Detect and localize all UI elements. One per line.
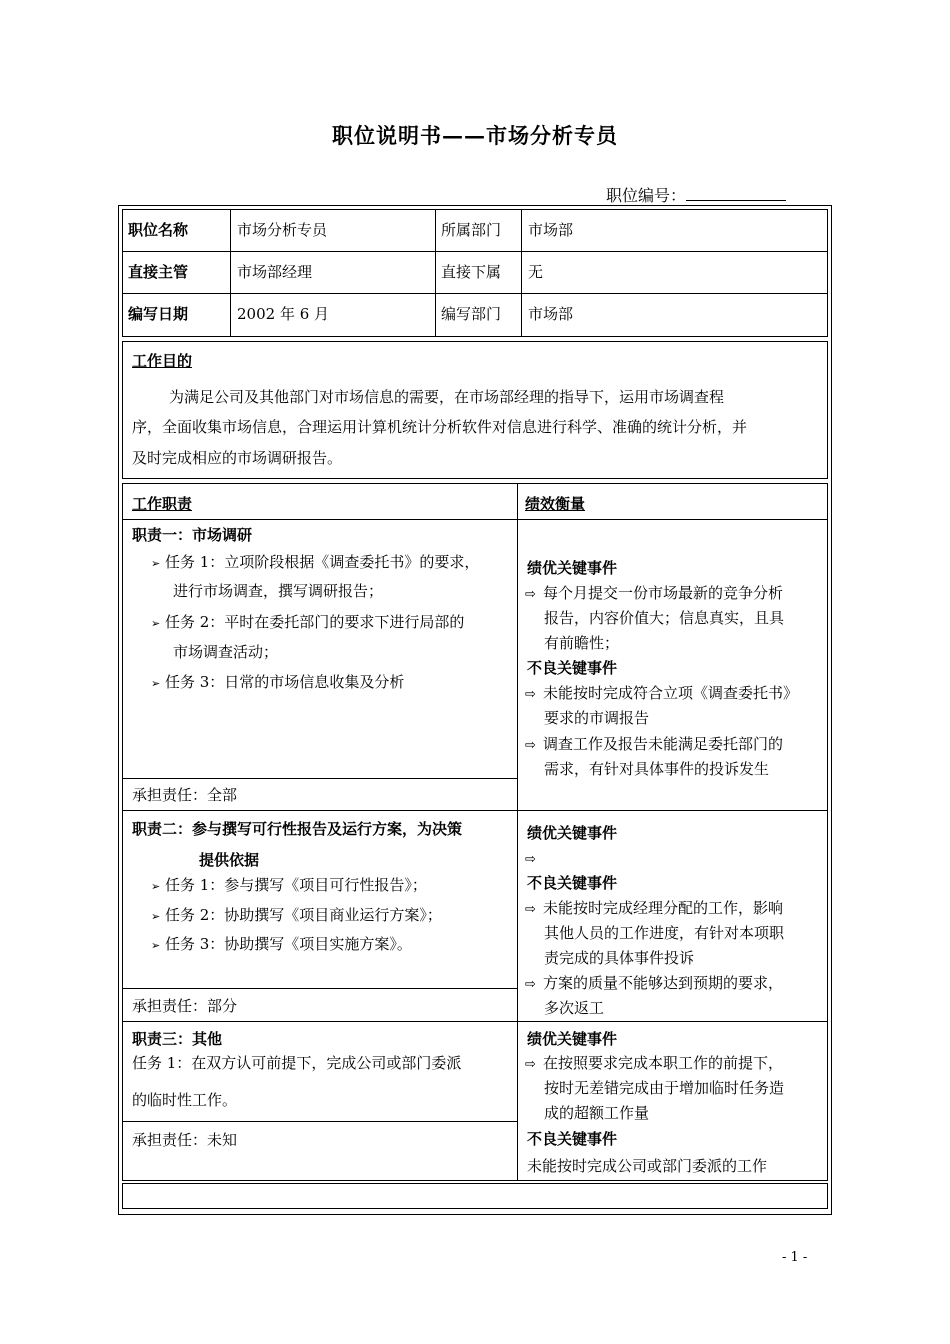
perf-2-bad-1-cont-a: 其他人员的工作进度，有针对本项职 — [544, 924, 785, 942]
purpose-line-3: 及时完成相应的市场调研报告。 — [132, 449, 343, 467]
purpose-line-1: 为满足公司及其他部门对市场信息的需要，在市场部经理的指导下，运用市场调查程 — [169, 388, 725, 406]
perf-1-good-1-cont-b: 有前瞻性； — [544, 634, 620, 652]
duty-2-title: 职责二：参与撰写可行性报告及运行方案，为决策 — [132, 820, 463, 838]
duty-1-task-2-text: 任务 2：平时在委托部门的要求下进行局部的 — [165, 613, 465, 631]
divider — [230, 210, 231, 336]
perf-2-bad-2 — [525, 973, 783, 995]
perf-1-bad-2-cont: 需求，有针对具体事件的投诉发生 — [544, 760, 770, 778]
column-divider — [517, 484, 518, 1180]
divider — [123, 251, 828, 252]
date-label: 编写日期 — [128, 305, 189, 323]
date-value: 2002 年 6 月 — [237, 305, 330, 323]
divider — [123, 810, 828, 811]
outline-right-arrow-icon: ⇨ — [525, 977, 536, 992]
perf-2-bad-1-cont-b: 责完成的具体事件投诉 — [544, 949, 695, 967]
perf-2-bad-2-text: 方案的质量不能够达到预期的要求， — [543, 974, 784, 992]
divider — [123, 293, 828, 294]
supervisor-value: 市场部经理 — [237, 263, 313, 281]
duty-2-task-3 — [151, 930, 412, 960]
duty-2-title-cont: 提供依据 — [199, 851, 260, 869]
triangle-bullet-icon: ➢ — [151, 677, 161, 690]
perf-3-bad-1: 未能按时完成公司或部门委派的工作 — [527, 1157, 768, 1175]
perf-1-bad-2 — [525, 734, 783, 756]
duty-1-task-2 — [151, 608, 464, 638]
perf-1-bad-heading: 不良关键事件 — [527, 659, 618, 677]
divider — [123, 1121, 517, 1122]
position-number-label: 职位编号： — [606, 186, 687, 205]
department-label: 所属部门 — [441, 221, 502, 239]
author-dept-label: 编写部门 — [441, 305, 502, 323]
perf-1-bad-2-text: 调查工作及报告未能满足委托部门的 — [543, 735, 784, 753]
subordinate-value: 无 — [528, 263, 544, 281]
document-frame — [118, 205, 832, 1215]
triangle-bullet-icon: ➢ — [151, 617, 161, 630]
author-dept-value: 市场部 — [528, 305, 574, 323]
divider — [123, 1021, 828, 1022]
page-number: - 1 - — [782, 1250, 808, 1265]
duty-1-task-3 — [151, 668, 404, 698]
divider — [123, 988, 517, 989]
supervisor-label: 直接主管 — [128, 263, 189, 281]
divider — [435, 210, 436, 336]
outline-right-arrow-icon: ⇨ — [525, 738, 536, 753]
duty-1-task-1-text: 任务 1：立项阶段根据《调查委托书》的要求， — [165, 553, 480, 571]
perf-3-good-1 — [525, 1053, 783, 1075]
duty-3-title: 职责三：其他 — [132, 1030, 223, 1048]
duty-2-task-1-text: 任务 1：参与撰写《项目可行性报告》； — [165, 876, 427, 894]
perf-3-good-1-cont-b: 成的超额工作量 — [544, 1104, 650, 1122]
perf-1-bad-1-cont: 要求的市调报告 — [544, 709, 650, 727]
divider — [521, 210, 522, 336]
duty-1-responsibility: 承担责任：全部 — [132, 786, 238, 804]
outline-right-arrow-icon: ⇨ — [525, 852, 536, 867]
performance-header: 绩效衡量 — [525, 495, 586, 513]
triangle-bullet-icon: ➢ — [151, 557, 161, 570]
perf-2-bad-heading: 不良关键事件 — [527, 874, 618, 892]
duty-1-task-2-cont: 市场调查活动； — [173, 643, 279, 661]
duty-1-task-3-text: 任务 3：日常的市场信息收集及分析 — [165, 673, 405, 691]
outline-right-arrow-icon: ⇨ — [525, 687, 536, 702]
perf-1-good-1 — [525, 583, 783, 605]
triangle-bullet-icon: ➢ — [151, 880, 161, 893]
perf-1-good-1-cont-a: 报告，内容价值大；信息真实，且具 — [544, 609, 785, 627]
duty-3-responsibility: 承担责任：未知 — [132, 1131, 238, 1149]
duty-1-task-1 — [151, 548, 479, 578]
info-table — [122, 209, 828, 337]
page-title: 职位说明书——市场分析专员 — [332, 123, 618, 148]
duty-1-title: 职责一：市场调研 — [132, 526, 253, 544]
perf-2-bad-1-text: 未能按时完成经理分配的工作，影响 — [543, 899, 784, 917]
triangle-bullet-icon: ➢ — [151, 939, 161, 952]
duty-2-task-2 — [151, 901, 442, 931]
duty-3-task-1-cont: 的临时性工作。 — [132, 1091, 238, 1109]
duty-3-task-1: 任务 1：在双方认可前提下，完成公司或部门委派 — [132, 1054, 462, 1072]
position-number-blank — [686, 187, 786, 201]
header-divider — [123, 519, 828, 520]
perf-2-good-heading: 绩优关键事件 — [527, 824, 618, 842]
perf-3-good-1-cont-a: 按时无差错完成由于增加临时任务造 — [544, 1079, 785, 1097]
purpose-section — [122, 341, 828, 479]
triangle-bullet-icon: ➢ — [151, 910, 161, 923]
empty-footer-box — [122, 1183, 828, 1209]
duty-2-task-3-text: 任务 3：协助撰写《项目实施方案》。 — [165, 935, 412, 953]
divider — [123, 778, 517, 779]
purpose-heading: 工作目的 — [132, 352, 193, 370]
outline-right-arrow-icon: ⇨ — [525, 587, 536, 602]
duty-2-responsibility: 承担责任：部分 — [132, 997, 238, 1015]
perf-1-bad-1 — [525, 683, 798, 705]
perf-1-good-1-text: 每个月提交一份市场最新的竞争分析 — [543, 584, 784, 602]
job-title-label: 职位名称 — [128, 221, 189, 239]
perf-3-bad-heading: 不良关键事件 — [527, 1130, 618, 1148]
duty-2-task-1 — [151, 871, 427, 901]
perf-2-bad-1 — [525, 898, 783, 920]
subordinate-label: 直接下属 — [441, 263, 502, 281]
outline-right-arrow-icon: ⇨ — [525, 902, 536, 917]
purpose-line-2: 序，全面收集市场信息，合理运用计算机统计分析软件对信息进行科学、准确的统计分析，并 — [132, 418, 748, 436]
job-title-value: 市场分析专员 — [237, 221, 328, 239]
perf-3-good-1-text: 在按照要求完成本职工作的前提下， — [543, 1054, 784, 1072]
perf-2-bad-2-cont: 多次返工 — [544, 999, 605, 1017]
duties-header: 工作职责 — [132, 495, 193, 513]
duties-table — [122, 483, 828, 1181]
perf-3-good-heading: 绩优关键事件 — [527, 1030, 618, 1048]
perf-2-good-empty — [525, 848, 543, 870]
duty-2-task-2-text: 任务 2：协助撰写《项目商业运行方案》； — [165, 906, 442, 924]
department-value: 市场部 — [528, 221, 574, 239]
outline-right-arrow-icon: ⇨ — [525, 1057, 536, 1072]
position-number — [606, 183, 786, 206]
duty-1-task-1-cont: 进行市场调查，撰写调研报告； — [173, 582, 384, 600]
perf-1-bad-1-text: 未能按时完成符合立项《调查委托书》 — [543, 684, 799, 702]
perf-1-good-heading: 绩优关键事件 — [527, 559, 618, 577]
